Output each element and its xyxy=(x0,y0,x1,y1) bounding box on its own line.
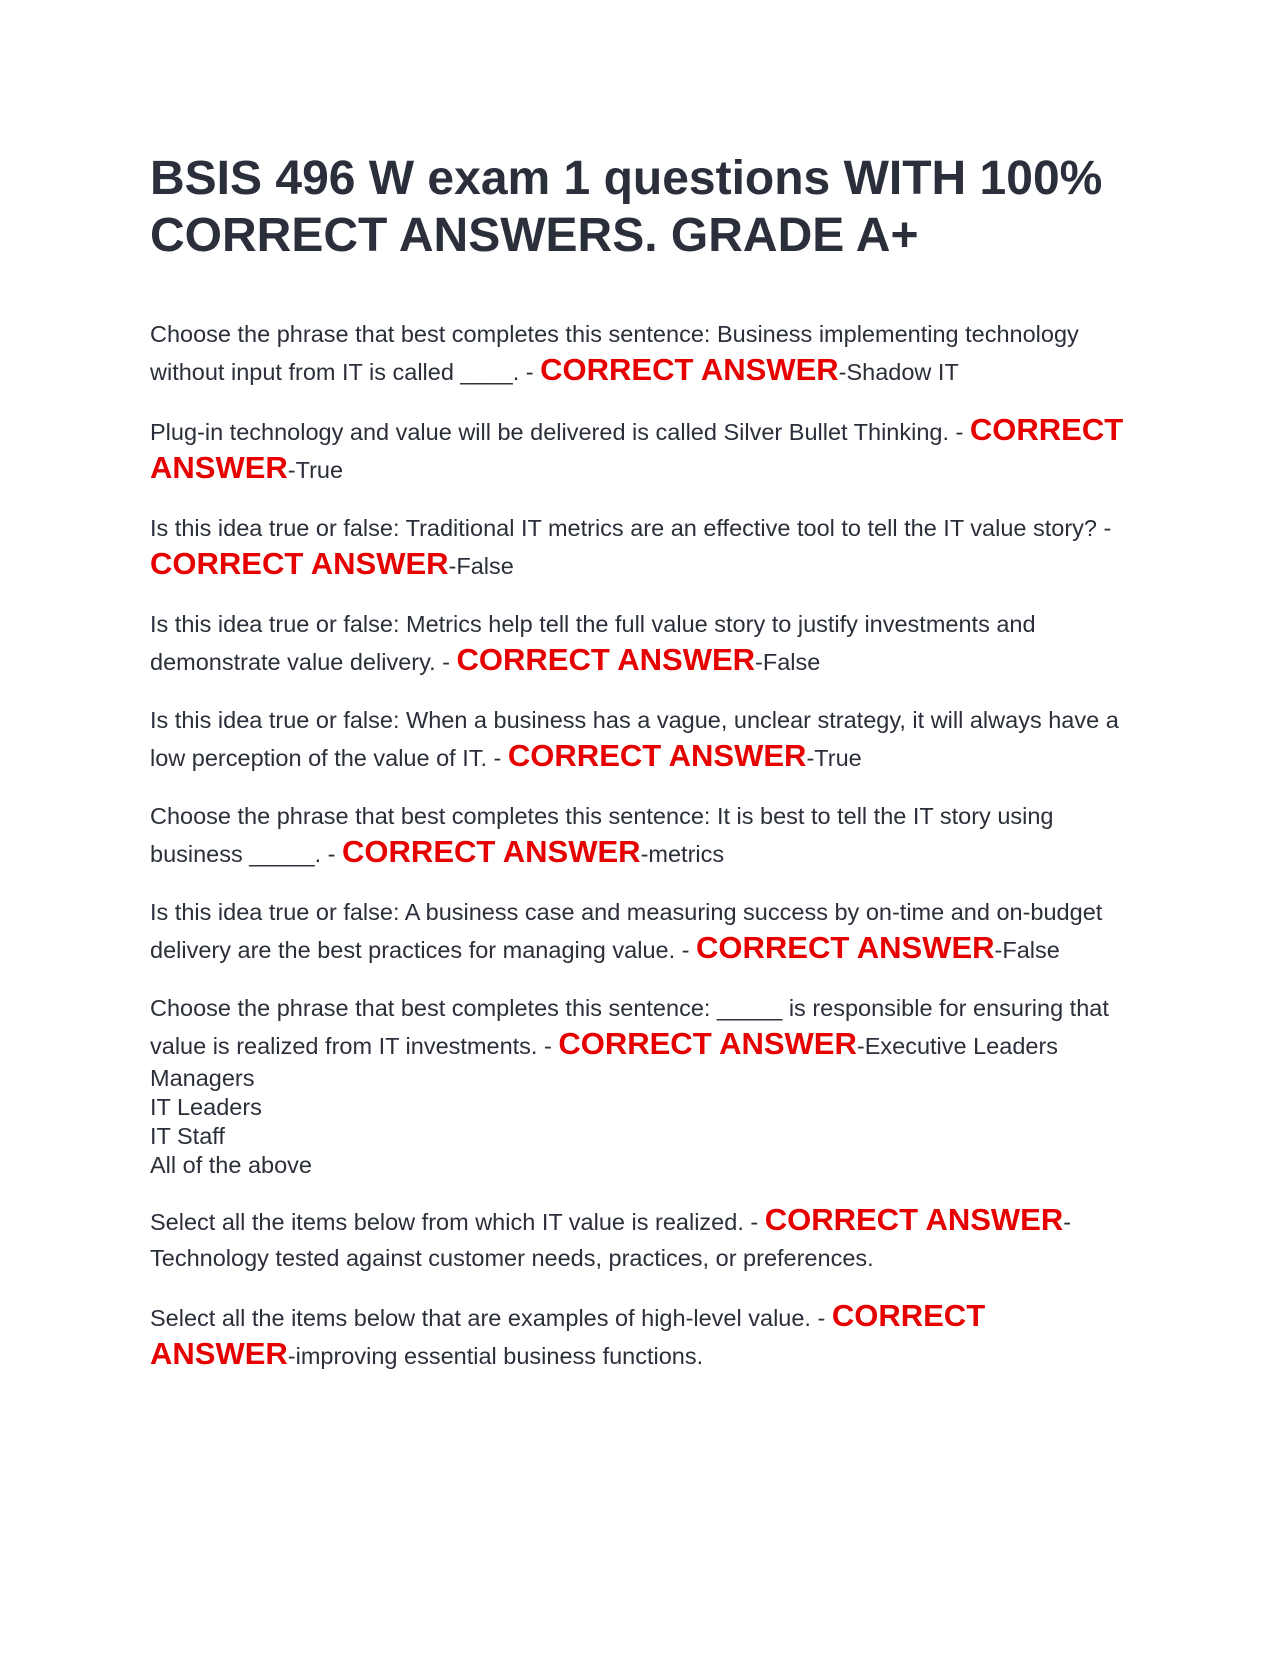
answer-text: -improving essential business functions. xyxy=(287,1343,704,1369)
answer-text: -Shadow IT xyxy=(838,359,959,385)
answer-choice: IT Leaders xyxy=(150,1094,262,1120)
answer-choice: Managers xyxy=(150,1065,255,1091)
correct-answer-label: CORRECT ANSWER xyxy=(150,412,1124,485)
answer-text: -Technology tested against customer needs, practices, or preferences. xyxy=(150,1209,1072,1271)
qa-item xyxy=(150,606,1130,680)
question-text: Select all the items below that are examples of high-level value. - xyxy=(150,1305,832,1331)
answer-choice: All of the above xyxy=(150,1152,312,1178)
question-text: Is this idea true or false: A business case and measuring success by on-time and on-budget delivery are the best practices for managing value. - xyxy=(150,899,1103,963)
answer-text: -True xyxy=(806,745,862,771)
qa-item xyxy=(150,316,1130,390)
answer-text: -False xyxy=(755,649,821,675)
question-text: Select all the items below from which IT value is realized. - xyxy=(150,1209,765,1235)
qa-list xyxy=(150,316,1130,1374)
answer-text: -metrics xyxy=(640,841,725,867)
qa-item xyxy=(150,1202,1130,1276)
qa-item xyxy=(150,702,1130,776)
qa-item xyxy=(150,1298,1130,1374)
correct-answer-label: CORRECT ANSWER xyxy=(764,1202,1064,1237)
question-text: Plug-in technology and value will be delivered is called Silver Bullet Thinking. - xyxy=(150,419,970,445)
answer-choices xyxy=(150,1064,1130,1180)
correct-answer-label: CORRECT ANSWER xyxy=(507,738,807,773)
answer-text: -False xyxy=(448,553,514,579)
answer-text: -False xyxy=(994,937,1060,963)
question-text: Is this idea true or false: When a business has a vague, unclear strategy, it will always have a low perception of the value of IT. - xyxy=(150,707,1119,771)
answer-choice: IT Staff xyxy=(150,1123,225,1149)
answer-text: -True xyxy=(287,457,344,483)
qa-item xyxy=(150,990,1130,1180)
correct-answer-label: CORRECT ANSWER xyxy=(342,834,641,869)
question-text: Is this idea true or false: Metrics help tell the full value story to justify investments and demonstrate value delivery. - xyxy=(150,611,1036,675)
qa-item xyxy=(150,894,1130,968)
document-title: BSIS 496 W exam 1 questions WITH 100% CORRECT ANSWERS. GRADE A+ xyxy=(150,152,1103,262)
question-text: Choose the phrase that best completes this sentence: Business implementing technology without input from IT is called ____. - xyxy=(150,321,1079,385)
qa-item xyxy=(150,412,1130,488)
correct-answer-label: CORRECT ANSWER xyxy=(696,930,995,965)
question-text: Is this idea true or false: Traditional IT metrics are an effective tool to tell the IT value story? - xyxy=(150,515,1112,541)
document-page xyxy=(150,150,1130,1396)
qa-item xyxy=(150,510,1130,584)
correct-answer-label: CORRECT ANSWER xyxy=(150,1298,986,1371)
answer-text: -Executive Leaders xyxy=(856,1033,1059,1059)
correct-answer-label: CORRECT ANSWER xyxy=(456,642,756,677)
correct-answer-label: CORRECT ANSWER xyxy=(150,546,449,581)
qa-item xyxy=(150,798,1130,872)
question-text: Choose the phrase that best completes this sentence: It is best to tell the IT story using business _____. - xyxy=(150,803,1054,867)
correct-answer-label: CORRECT ANSWER xyxy=(558,1026,857,1061)
question-text: Choose the phrase that best completes this sentence: _____ is responsible for ensuring that value is realized from IT investments. - xyxy=(150,995,1109,1059)
correct-answer-label: CORRECT ANSWER xyxy=(540,352,839,387)
